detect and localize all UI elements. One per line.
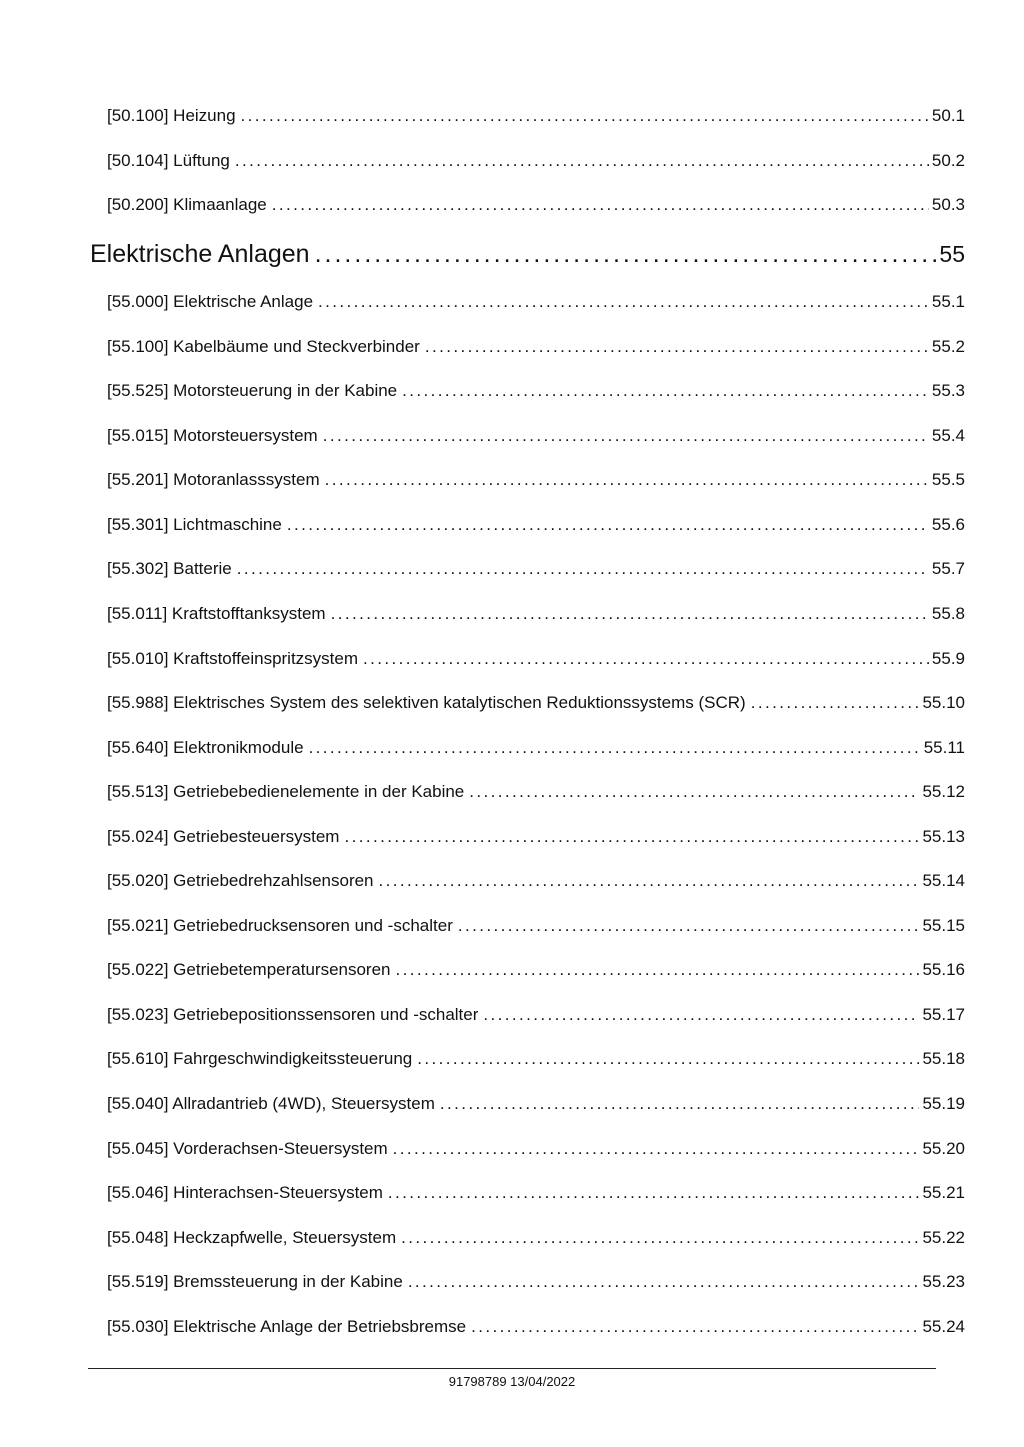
toc-entry [90, 782, 965, 802]
toc-section-heading [90, 240, 965, 270]
toc-entry [90, 1317, 965, 1337]
toc-page-number: 55.5 [931, 470, 965, 490]
toc-entry [90, 1272, 965, 1292]
dot-leader [458, 916, 920, 936]
toc-page-number: 55.21 [922, 1183, 965, 1203]
page-footer [88, 1368, 936, 1389]
dot-leader [483, 1005, 919, 1025]
toc-page-number: 55.16 [922, 960, 965, 980]
toc-entry [90, 827, 965, 847]
toc-entry-label: [55.302] Batterie [107, 559, 232, 579]
toc-entry-label: [50.100] Heizung [107, 106, 236, 125]
toc-entry [90, 292, 965, 312]
toc-page-number: 55.8 [931, 603, 965, 623]
dot-leader [408, 1272, 920, 1292]
toc-entry-label: [55.040] Allradantrieb (4WD), Steuersystem [107, 1093, 435, 1113]
dot-leader [318, 292, 929, 312]
toc-entry [90, 1049, 965, 1069]
toc-page-number: 55.10 [922, 693, 965, 713]
toc-entry [90, 106, 965, 126]
dot-leader [237, 559, 929, 579]
toc-entry-label: [55.046] Hinterachsen-Steuersystem [107, 1183, 383, 1203]
toc-page-number: 55.3 [931, 381, 965, 401]
dot-leader [363, 649, 929, 669]
toc-page-number: 55.7 [931, 559, 965, 579]
dot-leader [402, 381, 929, 401]
toc-page-number: 55.6 [931, 514, 965, 534]
toc-entry [90, 195, 965, 215]
toc-entry-label: [55.023] Getriebepositionssensoren und -schalter [107, 1004, 479, 1024]
toc-entry [90, 916, 965, 936]
toc-entry [90, 1228, 965, 1248]
toc-list [90, 106, 965, 1361]
toc-page-number: 55.13 [922, 826, 965, 846]
dot-leader [388, 1183, 920, 1203]
toc-entry-label: [55.988] Elektrisches System des selektiven katalytischen Reduktionssystems (SCR) [107, 693, 746, 713]
toc-entry-label: [55.201] Motoranlasssystem [107, 470, 320, 490]
toc-entry-label: [50.104] Lüftung [107, 150, 230, 170]
toc-page-number: 55.17 [922, 1004, 965, 1024]
toc-entry [90, 470, 965, 490]
toc-entry-label: [55.021] Getriebedrucksensoren und -schalter [107, 915, 453, 935]
dot-leader [425, 337, 929, 357]
toc-page-number: 55.23 [922, 1272, 965, 1292]
toc-entry [90, 649, 965, 669]
dot-leader [272, 195, 929, 215]
toc-entry [90, 693, 965, 713]
toc-entry-label: [55.015] Motorsteuersystem [107, 425, 318, 445]
toc-entry-label: [55.640] Elektronikmodule [107, 737, 304, 757]
toc-entry [90, 1139, 965, 1159]
toc-entry [90, 151, 965, 171]
toc-entry-label: [55.020] Getriebedrehzahlsensoren [107, 871, 374, 891]
dot-leader [315, 240, 937, 270]
toc-page-number: 55.4 [931, 425, 965, 445]
toc-page-number: 55 [939, 240, 965, 267]
toc-entry [90, 426, 965, 446]
toc-page-number: 55.20 [922, 1138, 965, 1158]
toc-entry [90, 960, 965, 980]
footer-text: 91798789 13/04/2022 [448, 1374, 576, 1389]
dot-leader [379, 871, 920, 891]
toc-entry-label: [55.024] Getriebesteuersystem [107, 826, 340, 846]
toc-page-number: 50.3 [931, 195, 965, 215]
toc-entry [90, 515, 965, 535]
toc-entry-label: [55.048] Heckzapfwelle, Steuersystem [107, 1227, 397, 1247]
toc-entry [90, 738, 965, 758]
dot-leader [417, 1049, 919, 1069]
toc-entry-label: [55.022] Getriebetemperatursensoren [107, 960, 391, 980]
toc-entry [90, 559, 965, 579]
toc-entry [90, 871, 965, 891]
toc-entry-label: [55.010] Kraftstoffeinspritzsystem [107, 648, 359, 668]
dot-leader [344, 827, 919, 847]
toc-entry-label: [55.030] Elektrische Anlage der Betriebsbremse [107, 1316, 467, 1336]
toc-page-number: 50.1 [931, 106, 965, 125]
toc-entry-label: Elektrische Anlagen [90, 239, 310, 268]
toc-page-number: 55.12 [922, 782, 965, 802]
toc-page-number: 55.1 [931, 292, 965, 312]
dot-leader [241, 106, 929, 126]
dot-leader [751, 693, 920, 713]
dot-leader [440, 1094, 920, 1114]
toc-page-number: 55.24 [922, 1316, 965, 1336]
dot-leader [309, 738, 921, 758]
toc-entry-label: [55.045] Vorderachsen-Steuersystem [107, 1138, 388, 1158]
dot-leader [396, 960, 920, 980]
toc-entry-label: [55.525] Motorsteuerung in der Kabine [107, 381, 398, 401]
dot-leader [469, 782, 919, 802]
toc-entry-label: [55.100] Kabelbäume und Steckverbinder [107, 336, 420, 356]
dot-leader [235, 151, 929, 171]
toc-page-number: 55.19 [922, 1093, 965, 1113]
toc-entry [90, 1005, 965, 1025]
toc-entry-label: [55.301] Lichtmaschine [107, 514, 282, 534]
dot-leader [287, 515, 929, 535]
dot-leader [471, 1317, 919, 1337]
dot-leader [325, 470, 929, 490]
toc-entry-label: [55.011] Kraftstofftanksystem [107, 603, 326, 623]
toc-page-number: 55.15 [922, 915, 965, 935]
toc-entry-label: [50.200] Klimaanlage [107, 195, 267, 215]
toc-entry-label: [55.513] Getriebebedienelemente in der Kabine [107, 782, 465, 802]
toc-page-number: 55.2 [931, 336, 965, 356]
toc-page-number: 55.22 [922, 1227, 965, 1247]
toc-entry [90, 381, 965, 401]
dot-leader [323, 426, 929, 446]
toc-page-number: 55.11 [923, 737, 965, 757]
toc-entry [90, 1183, 965, 1203]
dot-leader [393, 1139, 920, 1159]
dot-leader [401, 1228, 919, 1248]
toc-entry [90, 1094, 965, 1114]
toc-entry [90, 604, 965, 624]
toc-page-number: 50.2 [931, 150, 965, 170]
toc-page-number: 55.18 [922, 1049, 965, 1069]
toc-entry-label: [55.000] Elektrische Anlage [107, 292, 314, 312]
toc-entry [90, 337, 965, 357]
toc-page-number: 55.9 [931, 648, 965, 668]
toc-entry-label: [55.610] Fahrgeschwindigkeitssteuerung [107, 1049, 413, 1069]
dot-leader [331, 604, 929, 624]
toc-entry-label: [55.519] Bremssteuerung in der Kabine [107, 1272, 403, 1292]
toc-page-number: 55.14 [922, 871, 965, 891]
